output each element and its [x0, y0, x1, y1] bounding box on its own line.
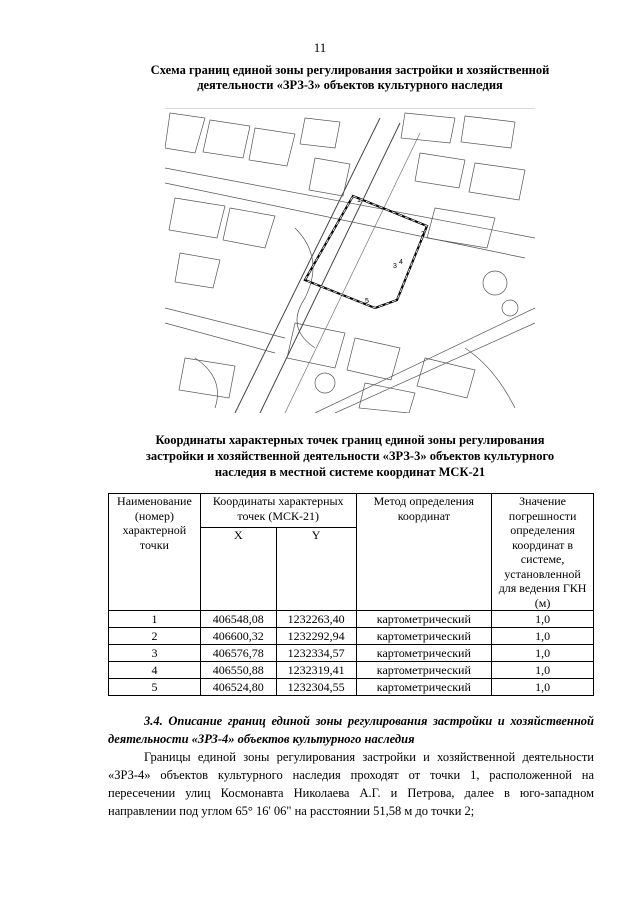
cell-y: 1232319,41 [276, 662, 356, 679]
table-row [109, 679, 594, 696]
section-3-4 [108, 712, 594, 820]
point-label-1: 1 [357, 197, 361, 204]
cell-x: 406550,88 [200, 662, 276, 679]
cell-y: 1232304,55 [276, 679, 356, 696]
header-point-name: Наименование (номер) характерной точки [109, 494, 201, 611]
section-body: Границы единой зоны регулирования застройки и хозяйственной деятельности «ЗРЗ-4» объектов культурного наследия проходят от точки 1, расположенной на пересечении улиц Космонавта Николаева А.Г. и Петрова, далее в юго-западном направлении под углом 65° 16' 06" на расстоянии 51,58 м до точки 2; [108, 750, 594, 818]
header-coordinates: Координаты характерных точек (МСК-21) [200, 494, 356, 528]
zone-boundary [305, 196, 427, 308]
cell-error: 1,0 [492, 628, 594, 645]
header-x: X [200, 528, 276, 611]
boundary-point-labels [357, 197, 425, 305]
cell-y: 1232334,57 [276, 645, 356, 662]
cell-x: 406524,80 [200, 679, 276, 696]
cell-method: картометрический [356, 662, 492, 679]
cell-y: 1232263,40 [276, 611, 356, 628]
cell-y: 1232292,94 [276, 628, 356, 645]
cell-point-number: 3 [109, 645, 201, 662]
table-row [109, 628, 594, 645]
cell-x: 406548,08 [200, 611, 276, 628]
zone-map-drawing [165, 108, 535, 413]
table-row [109, 611, 594, 628]
header-method: Метод определения координат [356, 494, 492, 611]
section-title: 3.4. Описание границ единой зоны регулирования застройки и хозяйственной деятельности «ЗРЗ-4» объектов культурного наследия [108, 714, 594, 746]
point-label-5: 5 [365, 298, 369, 305]
coordinates-table [108, 493, 594, 696]
point-label-2: 2 [421, 231, 425, 238]
zone-map [165, 108, 535, 413]
point-label-3: 3 [393, 263, 397, 270]
header-y: Y [276, 528, 356, 611]
cell-point-number: 2 [109, 628, 201, 645]
table-row [109, 645, 594, 662]
cell-point-number: 5 [109, 679, 201, 696]
coordinates-title-line-3: наследия в местной системе координат МСК-21 [214, 465, 486, 479]
cell-x: 406576,78 [200, 645, 276, 662]
scheme-heading-line-1: Схема границ единой зоны регулирования застройки и хозяйственной [150, 63, 550, 77]
header-error: Значение погрешности определения координат в системе, установленной для ведения ГКН (м) [492, 494, 594, 611]
cell-error: 1,0 [492, 679, 594, 696]
table-row [109, 662, 594, 679]
cell-method: картометрический [356, 611, 492, 628]
cell-method: картометрический [356, 645, 492, 662]
cell-error: 1,0 [492, 611, 594, 628]
coordinates-title-line-2: застройки и хозяйственной деятельности «ЗРЗ-3» объектов культурного [145, 449, 555, 463]
cell-method: картометрический [356, 679, 492, 696]
coordinates-title [100, 432, 600, 480]
scheme-heading [100, 63, 600, 93]
cell-point-number: 4 [109, 662, 201, 679]
cell-method: картометрический [356, 628, 492, 645]
cell-point-number: 1 [109, 611, 201, 628]
page-number: 11 [313, 40, 327, 55]
cell-error: 1,0 [492, 662, 594, 679]
cell-x: 406600,32 [200, 628, 276, 645]
cell-error: 1,0 [492, 645, 594, 662]
coordinates-title-line-1: Координаты характерных точек границ единой зоны регулирования [155, 433, 545, 447]
point-label-4: 4 [399, 259, 403, 266]
scheme-heading-line-2: деятельности «ЗРЗ-3» объектов культурного наследия [197, 78, 503, 92]
